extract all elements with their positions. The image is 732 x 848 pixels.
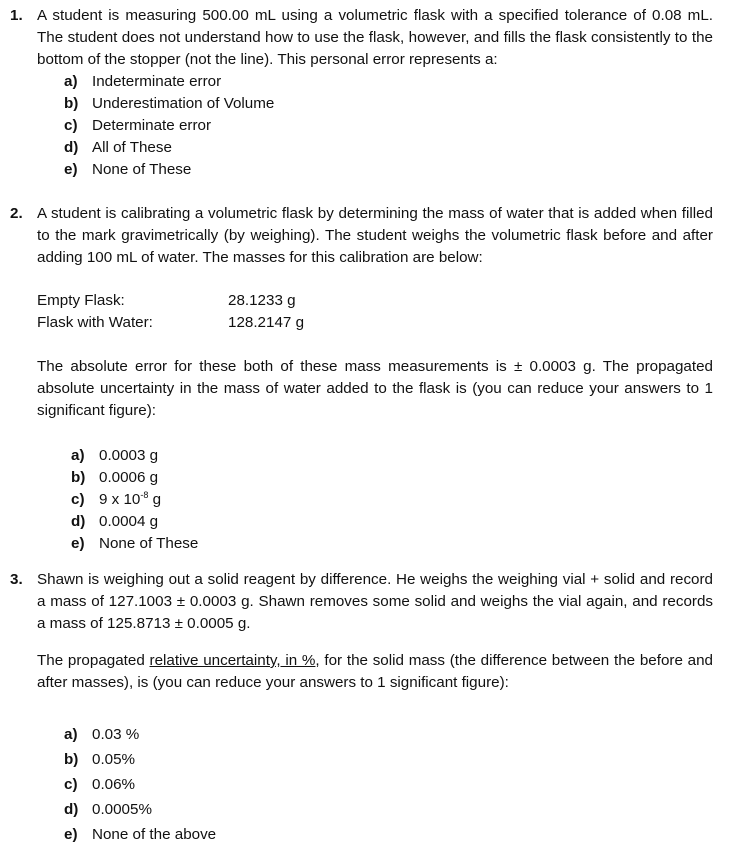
question-text: Shawn is weighing out a solid reagent by difference. He weighs the weighing vial + solid and record a mass of 127.1003 ± 0.0003 g. Shawn removes some solid and weighs the vial again, and records a mass of 125.8713 ± 0.0005 g. xyxy=(37,571,713,632)
option-text: 0.05% xyxy=(92,751,136,768)
option-text: 0.03 % xyxy=(92,726,140,743)
option-letter: b) xyxy=(64,95,79,112)
option-letter: d) xyxy=(64,139,79,156)
answer-option-d[interactable] xyxy=(64,797,216,822)
option-letter: e) xyxy=(64,826,78,843)
question-number: 3. xyxy=(10,571,23,588)
option-letter: b) xyxy=(71,469,86,486)
answer-option-a[interactable] xyxy=(71,445,198,467)
option-letter: a) xyxy=(71,447,85,464)
question-text-2: The absolute error for these both of these mass measurements is ± 0.0003 g. The propagated absolute uncertainty in the mass of water added to the flask is (you can reduce your answers to 1 significant figure): xyxy=(37,358,713,419)
option-text: None of the above xyxy=(92,826,217,843)
answer-option-d[interactable] xyxy=(71,511,198,533)
answer-option-e[interactable] xyxy=(64,159,274,181)
mass-label: Flask with Water: xyxy=(37,314,153,331)
answer-options xyxy=(64,71,274,181)
answer-option-b[interactable] xyxy=(71,467,198,489)
option-text: None of These xyxy=(92,161,192,178)
question-text: A student is measuring 500.00 mL using a volumetric flask with a specified tolerance of 0.08 mL. The student does not understand how to use the flask, however, and fills the flask consistently to the bottom of the stopper (not the line). This personal error represents a: xyxy=(37,7,713,68)
mass-row-flask-with-water xyxy=(37,312,305,334)
answer-options xyxy=(71,445,198,555)
option-text: None of These xyxy=(99,535,199,552)
answer-option-d[interactable] xyxy=(64,137,274,159)
answer-option-a[interactable] xyxy=(64,722,216,747)
question-text: A student is calibrating a volumetric flask by determining the mass of water that is added when filled to the mark gravimetrically (by weighing). The student weighs the volumetric flask before and after adding 100 mL of water. The masses for this calibration are below: xyxy=(37,205,713,266)
mass-row-empty-flask xyxy=(37,290,296,312)
option-text: 0.0004 g xyxy=(99,513,159,530)
option-letter: e) xyxy=(64,161,78,178)
option-text-unit: g xyxy=(148,491,162,508)
answer-option-e[interactable] xyxy=(71,533,198,555)
option-text: 0.0005% xyxy=(92,801,152,818)
option-letter: a) xyxy=(64,726,78,743)
answer-option-c[interactable] xyxy=(64,772,216,797)
option-letter: c) xyxy=(64,776,78,793)
text-segment: , for the solid mass (the difference between the before and after masses), is (you can reduce your answers to 1 significant figure): xyxy=(37,652,713,691)
answer-option-c[interactable] xyxy=(71,489,198,511)
answer-option-b[interactable] xyxy=(64,93,274,115)
answer-options xyxy=(64,722,216,847)
option-text: All of These xyxy=(92,139,172,156)
option-exponent: -8 xyxy=(140,490,149,500)
answer-option-b[interactable] xyxy=(64,747,216,772)
answer-option-c[interactable] xyxy=(64,115,274,137)
question-text-2 xyxy=(37,650,713,694)
option-letter: c) xyxy=(64,117,78,134)
underlined-phrase: relative uncertainty, in % xyxy=(149,652,316,669)
option-letter: d) xyxy=(64,801,79,818)
answer-option-a[interactable] xyxy=(64,71,274,93)
text-segment: The propagated xyxy=(37,652,150,669)
option-text: 0.0006 g xyxy=(99,469,159,486)
option-letter: c) xyxy=(71,491,85,508)
mass-value: 128.2147 g xyxy=(228,314,305,331)
option-letter: b) xyxy=(64,751,79,768)
mass-label: Empty Flask: xyxy=(37,292,125,309)
option-text-base: 9 x 10 xyxy=(99,491,141,508)
option-text: Underestimation of Volume xyxy=(92,95,275,112)
option-text: 0.06% xyxy=(92,776,136,793)
option-text: Indeterminate error xyxy=(92,73,222,90)
option-text: 0.0003 g xyxy=(99,447,159,464)
option-text: Determinate error xyxy=(92,117,212,134)
question-number: 1. xyxy=(10,7,23,24)
option-letter: d) xyxy=(71,513,86,530)
option-letter: e) xyxy=(71,535,85,552)
answer-option-e[interactable] xyxy=(64,822,216,847)
question-number: 2. xyxy=(10,205,23,222)
mass-value: 28.1233 g xyxy=(228,292,296,309)
option-letter: a) xyxy=(64,73,78,90)
